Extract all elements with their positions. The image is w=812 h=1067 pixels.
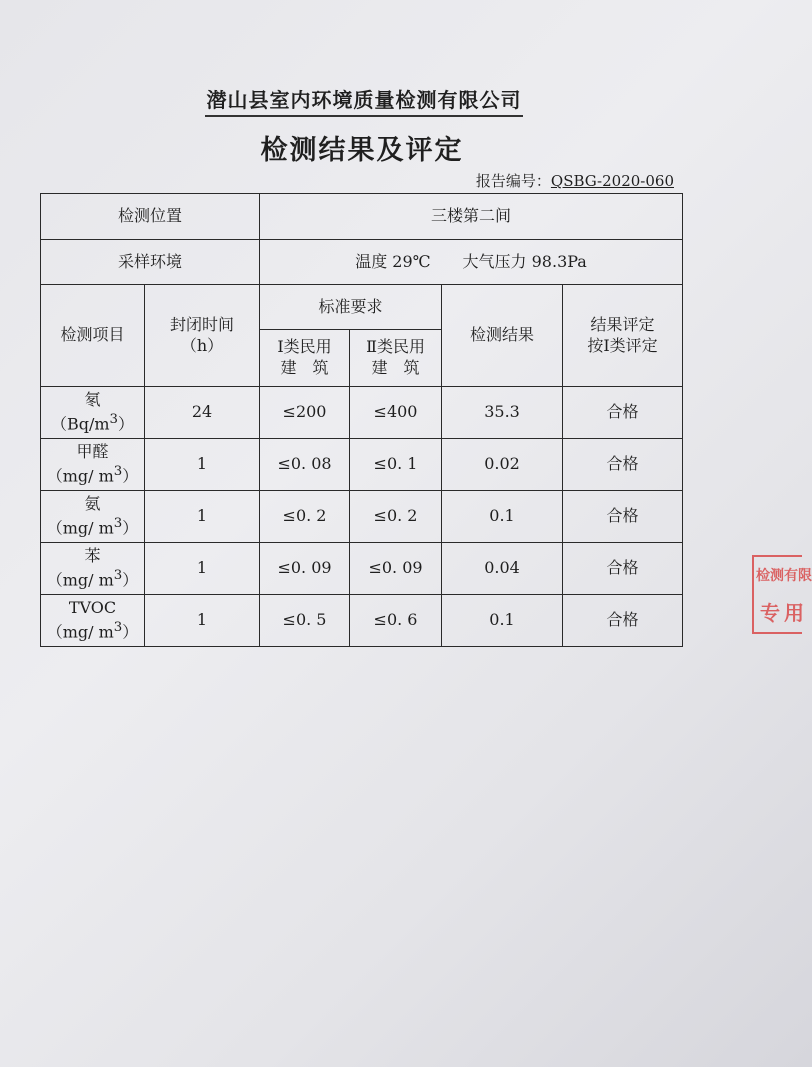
document-title: 检测结果及评定: [260, 135, 464, 166]
time-cell: 1: [145, 595, 260, 647]
stamp-line2: 专用: [760, 601, 808, 625]
class2-cell: ≤0. 6: [350, 595, 442, 647]
eval-cell: 合格: [563, 595, 683, 647]
header-class2: [350, 330, 442, 387]
report-number: [476, 170, 674, 191]
item-cell: [41, 491, 145, 543]
item-name: 甲醛: [76, 442, 109, 462]
item-cell: [41, 595, 145, 647]
header-class1: [260, 330, 350, 387]
result-cell: 0.04: [442, 543, 563, 595]
class2-cell: ≤0. 2: [350, 491, 442, 543]
header-class2-line2: 建 筑: [371, 358, 420, 377]
eval-cell: 合格: [563, 543, 683, 595]
company-name: 潜山县室内环境质量检测有限公司: [205, 84, 523, 117]
item-unit: （mg/ $m^3$）: [46, 567, 139, 590]
header-class1-line1: Ⅰ类民用: [277, 337, 332, 357]
environment-row: [41, 240, 683, 285]
location-value: 三楼第二间: [260, 194, 683, 240]
header-class1-line2: 建 筑: [280, 358, 329, 377]
results-table: [40, 193, 683, 647]
location-row: [41, 194, 683, 240]
eval-cell: 合格: [563, 387, 683, 439]
header-time-line1: 封闭时间: [170, 314, 235, 334]
stamp-line1: 检测有限: [756, 568, 812, 584]
red-seal-stamp: [752, 555, 812, 634]
header-item: 检测项目: [41, 285, 145, 387]
report-number-label: 报告编号：: [475, 172, 551, 190]
header-eval-line1: 结果评定: [590, 314, 655, 334]
table-row: [41, 439, 683, 491]
time-cell: 1: [145, 543, 260, 595]
item-unit: $(Bq/m^3)$: [50, 411, 135, 434]
time-cell: 1: [145, 439, 260, 491]
class2-cell: ≤400: [350, 387, 442, 439]
table-row: [41, 595, 683, 647]
header-row-top: [41, 285, 683, 330]
class2-cell: ≤0. 1: [350, 439, 442, 491]
item-name: 氨: [84, 494, 101, 514]
class1-cell: ≤0. 5: [260, 595, 350, 647]
item-unit: （mg/ $m^3$）: [46, 515, 139, 538]
class1-cell: ≤0. 09: [260, 543, 350, 595]
location-label: 检测位置: [41, 194, 260, 240]
item-unit: （mg/ $m^3$）: [46, 619, 139, 642]
header-eval: [563, 285, 683, 387]
header-class2-line1: Ⅱ类民用: [366, 337, 425, 357]
header-standard: 标准要求: [260, 285, 442, 330]
item-unit: （mg/ $m^3$）: [46, 463, 139, 486]
environment-value: 温度 29℃ 大气压力 98.3Pa: [260, 240, 683, 285]
class2-cell: ≤0. 09: [350, 543, 442, 595]
eval-cell: 合格: [563, 439, 683, 491]
time-cell: 1: [145, 491, 260, 543]
result-cell: 35.3: [442, 387, 563, 439]
header-result: 检测结果: [442, 285, 563, 387]
result-cell: 0.02: [442, 439, 563, 491]
item-name: 氡: [84, 390, 101, 410]
table-row: [41, 543, 683, 595]
class1-cell: ≤0. 08: [260, 439, 350, 491]
item-cell: [41, 439, 145, 491]
item-name: 苯: [84, 546, 101, 566]
table-row: [41, 387, 683, 439]
class1-cell: ≤200: [260, 387, 350, 439]
header-time: [145, 285, 260, 387]
time-cell: 24: [145, 387, 260, 439]
table-row: [41, 491, 683, 543]
result-cell: 0.1: [442, 491, 563, 543]
item-name: TVOC: [68, 598, 117, 618]
header-time-line2: （h）: [180, 335, 224, 355]
header-eval-line2: 按Ⅰ类评定: [587, 335, 658, 355]
report-number-value: QSBG-2020-060: [550, 172, 674, 190]
class1-cell: ≤0. 2: [260, 491, 350, 543]
item-cell: [41, 387, 145, 439]
environment-label: 采样环境: [41, 240, 260, 285]
item-cell: [41, 543, 145, 595]
eval-cell: 合格: [563, 491, 683, 543]
result-cell: 0.1: [442, 595, 563, 647]
